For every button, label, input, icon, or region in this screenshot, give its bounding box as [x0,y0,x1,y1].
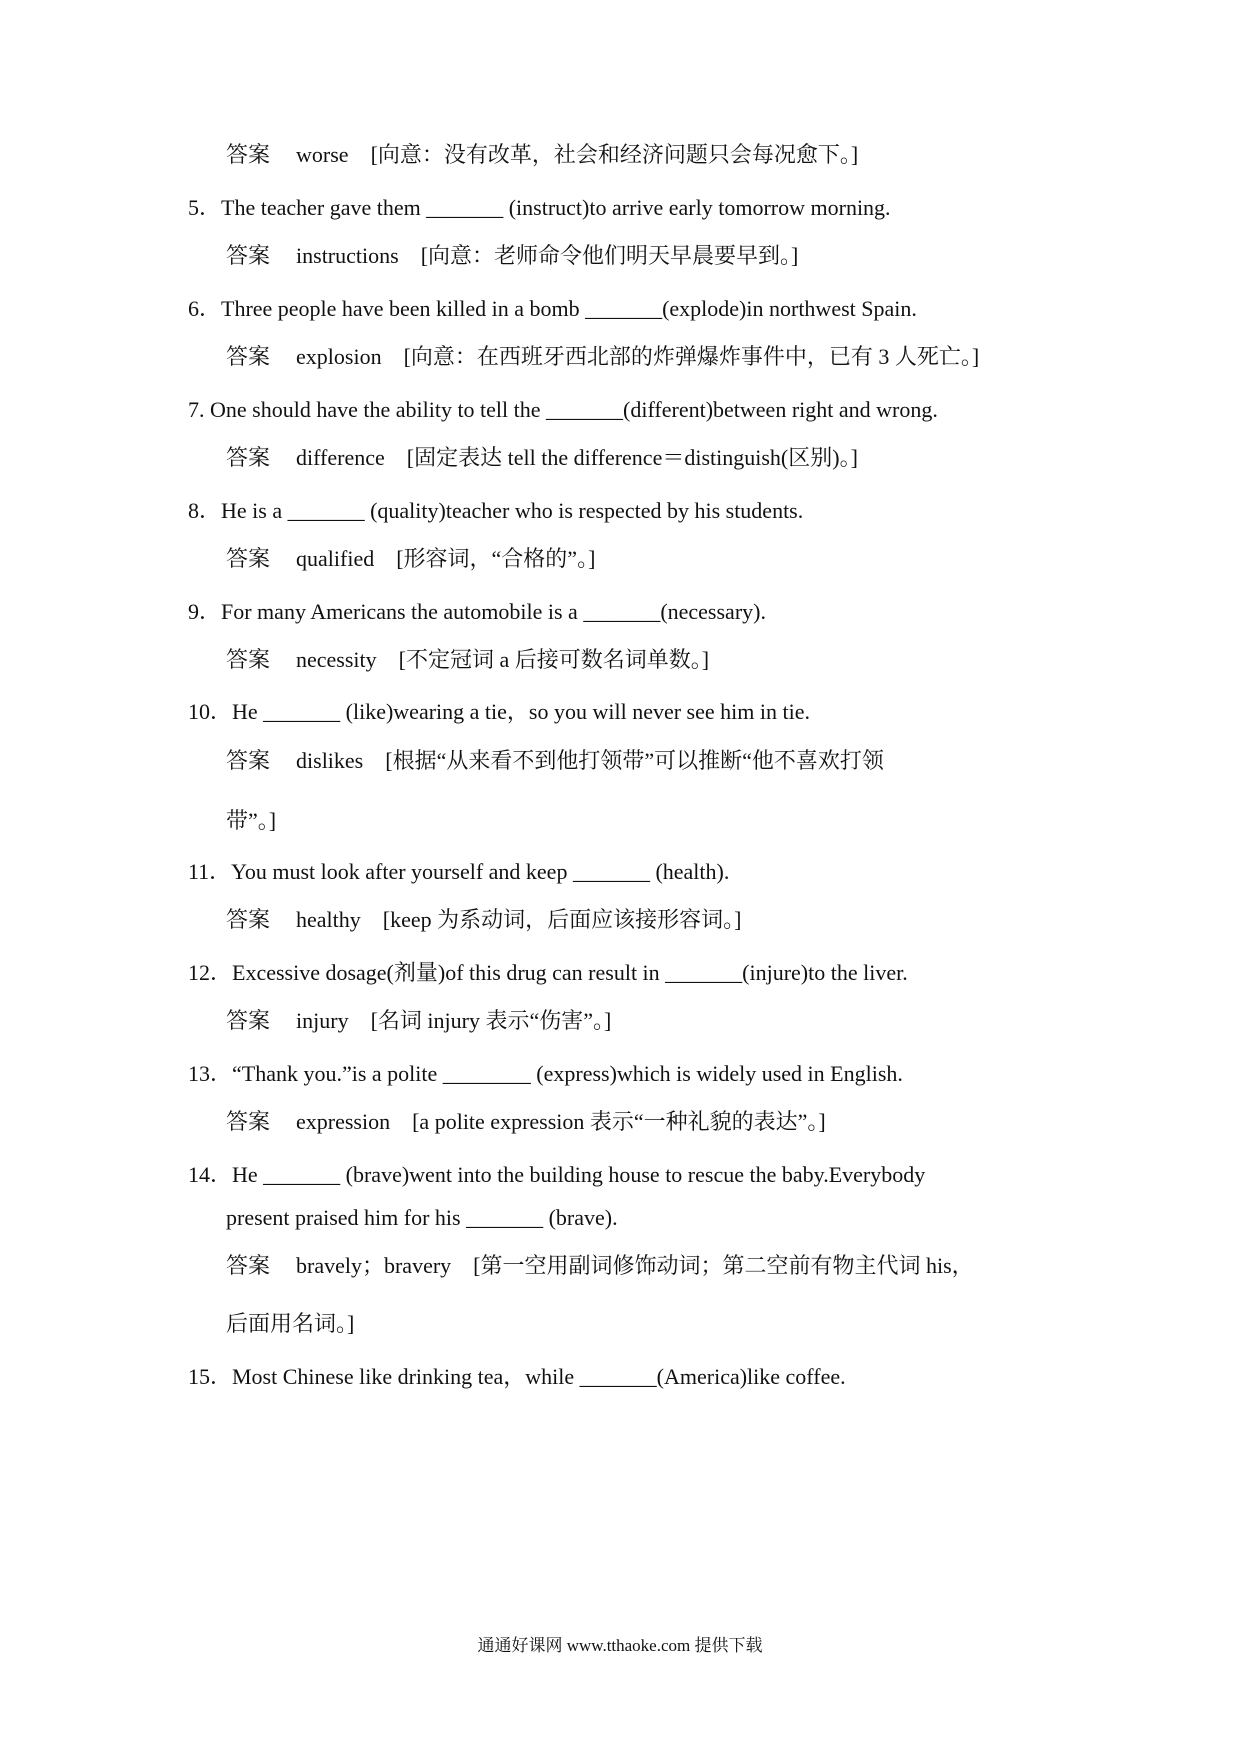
answer-note: [向意：没有改革，社会和经济问题只会每况愈下。] [370,142,859,167]
question-6: 6．Three people have been killed in a bomb _______(explode)in northwest Spain. [188,296,917,321]
question-9: 9．For many Americans the automobile is a _______(necessary). [188,599,766,624]
answer-note: [向意：老师命令他们明天早晨要早到。] [420,243,799,268]
question-14-continuation: present praised him for his _______ (brave). [226,1205,618,1230]
question-10: 10．He _______ (like)wearing a tie，so you will never see him in tie. [188,699,810,724]
answer-label: 答案 [226,243,271,268]
answer-line [226,241,798,271]
answer-label: 答案 [226,445,271,470]
answer-label: 答案 [226,907,271,932]
question-13: 13．“Thank you.”is a polite ________ (express)which is widely used in English. [188,1061,903,1086]
question-8: 8．He is a _______ (quality)teacher who is respected by his students. [188,498,804,523]
answer-word: instructions [296,243,399,268]
answer-note: [a polite expression 表示“一种礼貌的表达”。] [412,1109,826,1134]
answer-label: 答案 [226,1253,271,1278]
answer-note: [形容词，“合格的”。] [396,546,596,571]
answer-note: [向意：在西班牙西北部的炸弹爆炸事件中，已有 3 人死亡。] [403,344,980,369]
answer-word: necessity [296,647,377,672]
answer-label: 答案 [226,1109,271,1134]
answer-word: healthy [296,907,361,932]
answer-line [226,1107,826,1137]
answer-word: bravely；bravery [296,1253,452,1278]
answer-note: [根据“从来看不到他打领带”可以推断“他不喜欢打领 [385,748,884,773]
answer-word: worse [296,142,349,167]
answer-label: 答案 [226,142,271,167]
answer-continuation: 后面用名词。] [226,1311,355,1336]
answer-line [226,905,741,935]
answer-note: [keep 为系动词，后面应该接形容词。] [382,907,742,932]
answer-note: [固定表达 tell the difference＝distinguish(区别)。] [406,445,858,470]
answer-note: [不定冠词 a 后接可数名词单数。] [398,647,710,672]
page-footer: 通通好课网 www.tthaoke.com 提供下载 [477,1636,763,1655]
answer-line [226,1006,611,1036]
answer-line [226,1251,974,1281]
question-12: 12．Excessive dosage(剂量)of this drug can result in _______(injure)to the liver. [188,960,908,985]
answer-line [226,544,595,574]
answer-continuation: 带”。] [226,808,277,833]
answer-label: 答案 [226,1008,271,1033]
question-7: 7. One should have the ability to tell the _______(different)between right and wrong. [188,397,938,422]
answer-line [226,140,858,170]
answer-line [226,645,709,675]
answer-word: expression [296,1109,391,1134]
answer-label: 答案 [226,647,271,672]
answer-line [226,443,858,473]
answer-note: [第一空用副词修饰动词；第二空前有物主代词 his， [473,1253,974,1278]
question-11: 11．You must look after yourself and keep _______ (health). [188,859,730,884]
answer-word: injury [296,1008,349,1033]
answer-word: dislikes [296,748,364,773]
answer-label: 答案 [226,546,271,571]
answer-label: 答案 [226,344,271,369]
answer-word: qualified [296,546,375,571]
question-15: 15．Most Chinese like drinking tea，while _______(America)like coffee. [188,1364,846,1389]
answer-note: [名词 injury 表示“伤害”。] [370,1008,612,1033]
answer-label: 答案 [226,748,271,773]
question-14: 14．He _______ (brave)went into the building house to rescue the baby.Everybody [188,1162,926,1187]
answer-line [226,342,979,372]
question-5: 5．The teacher gave them _______ (instruct)to arrive early tomorrow morning. [188,195,891,220]
answer-word: difference [296,445,385,470]
answer-line [226,746,884,776]
answer-word: explosion [296,344,382,369]
